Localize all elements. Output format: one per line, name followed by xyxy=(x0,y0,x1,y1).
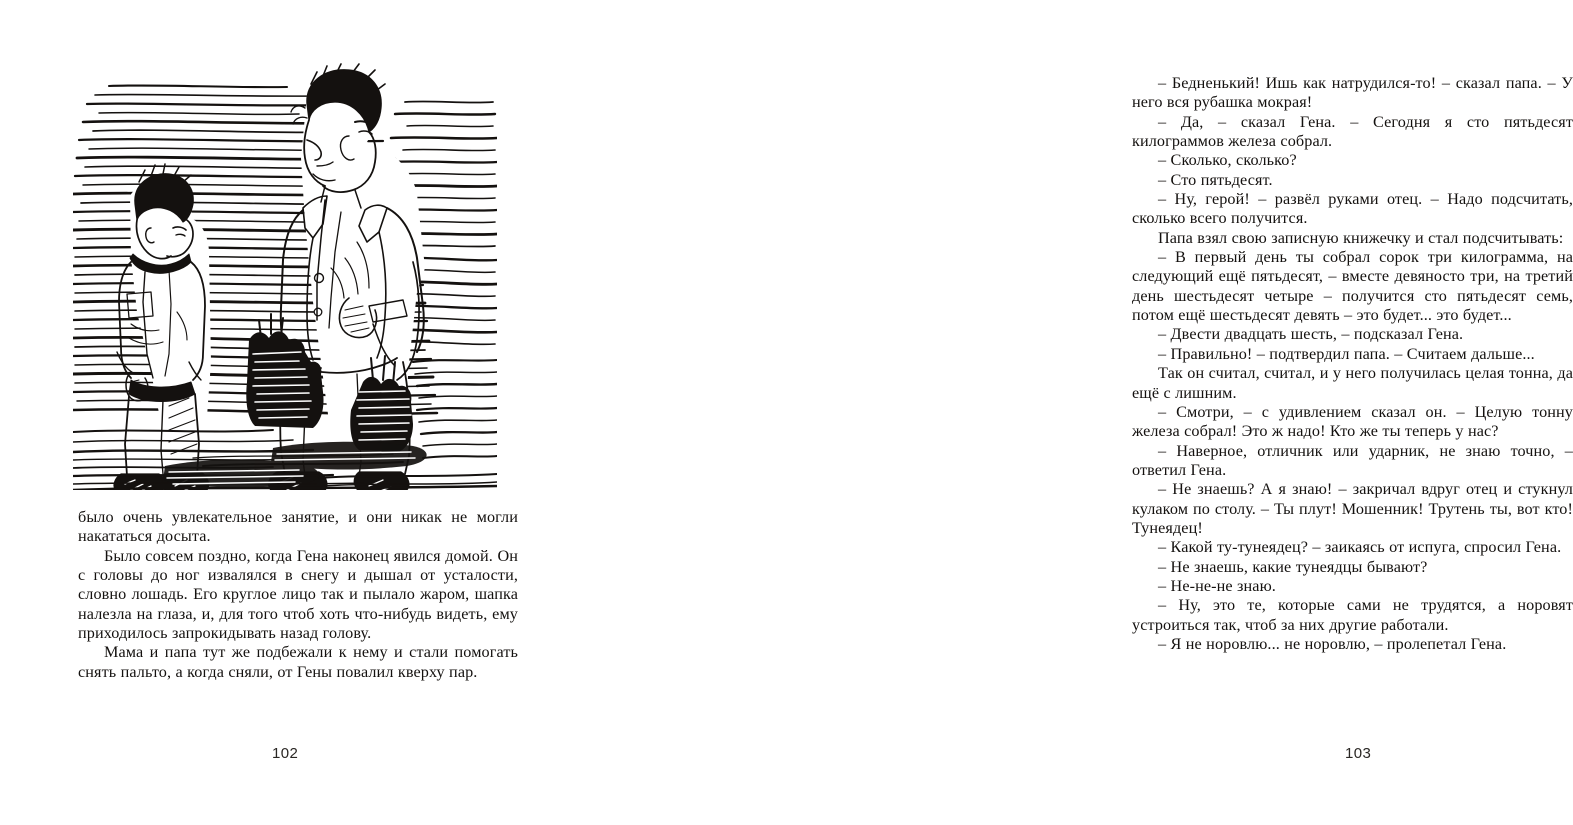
paragraph: – Не знаешь, какие тунеядцы бывают? xyxy=(1158,557,1428,576)
paragraph: – Не-не-не знаю. xyxy=(1158,576,1276,595)
paragraph: – Бедненький! Ишь как натрудился-то! – сказал папа. – У него вся рубашка мокрая! xyxy=(1132,74,1573,112)
left-column-text xyxy=(78,508,518,682)
right-column-text xyxy=(1132,74,1573,654)
paragraph: – Да, – сказал Гена. – Сегодня я сто пятьдесят килограммов железа собрал. xyxy=(1132,112,1573,151)
paragraph: – Ну, это те, которые сами не трудятся, а норовят устроиться так, чтоб за них другие работали. xyxy=(1132,596,1573,634)
paragraph: было очень увлекательное занятие, и они никак не могли накататься досыта. xyxy=(78,508,518,546)
paragraph: – Сто пятьдесят. xyxy=(1158,170,1273,189)
paragraph: – Наверное, отличник или ударник, не знаю точно, – ответил Гена. xyxy=(1132,441,1573,479)
paragraph: – Двести двадцать шесть, – подсказал Гена. xyxy=(1158,325,1464,344)
paragraph: – Правильно! – подтвердил папа. – Считаем дальше... xyxy=(1158,344,1535,363)
paragraph: Мама и папа тут же подбежали к нему и стали помогать снять пальто, а когда сняли, от Гены повалил кверху пар. xyxy=(78,643,518,681)
paragraph: – Не знаешь? А я знаю! – закричал вдруг отец и стукнул кулаком по столу. – Ты плут! Мошенник! Трутень ты, вот кто! Тунеядец! xyxy=(1132,480,1573,537)
page-number-right: 103 xyxy=(1345,745,1372,762)
paragraph: – Ну, герой! – развёл руками отец. – Надо подсчитать, сколько всего получится. xyxy=(1132,190,1573,228)
page-number-left: 102 xyxy=(272,745,299,762)
paragraph: – Я не норовлю... не норовлю, – пролепетал Гена. xyxy=(1158,634,1507,653)
paragraph: Папа взял свою записную книжечку и стал подсчитывать: xyxy=(1158,228,1564,247)
paragraph: Было совсем поздно, когда Гена наконец явился домой. Он с головы до ног извалялся в снегу и дышал от усталости, словно лошадь. Его круглое лицо так и пылало жаром, шапка налезла на глаза, и, для того чтоб хоть что-нибудь видеть, ему приходилось запрокидывать назад голову. xyxy=(78,546,518,643)
paragraph: – В первый день ты собрал сорок три килограмма, на следующий ещё пятьдесят, – вместе девяносто три, на третий день шестьдесят четыре – получится сто пятьдесят семь, потом ещё шестьдесят девять – это будет... это будет... xyxy=(1132,248,1573,325)
paragraph: – Какой ту-тунеядец? – заикаясь от испуга, спросил Гена. xyxy=(1158,538,1562,557)
paragraph: – Сколько, сколько? xyxy=(1158,151,1297,170)
boy-and-father-illustration xyxy=(73,62,497,490)
left-page xyxy=(0,0,550,825)
right-page xyxy=(550,0,1573,825)
paragraph: – Смотри, – с удивлением сказал он. – Целую тонну железа собрал! Это ж надо! Кто же ты теперь у нас? xyxy=(1132,402,1573,441)
paragraph: Так он считал, считал, и у него получилась целая тонна, да ещё с лишним. xyxy=(1132,364,1573,402)
